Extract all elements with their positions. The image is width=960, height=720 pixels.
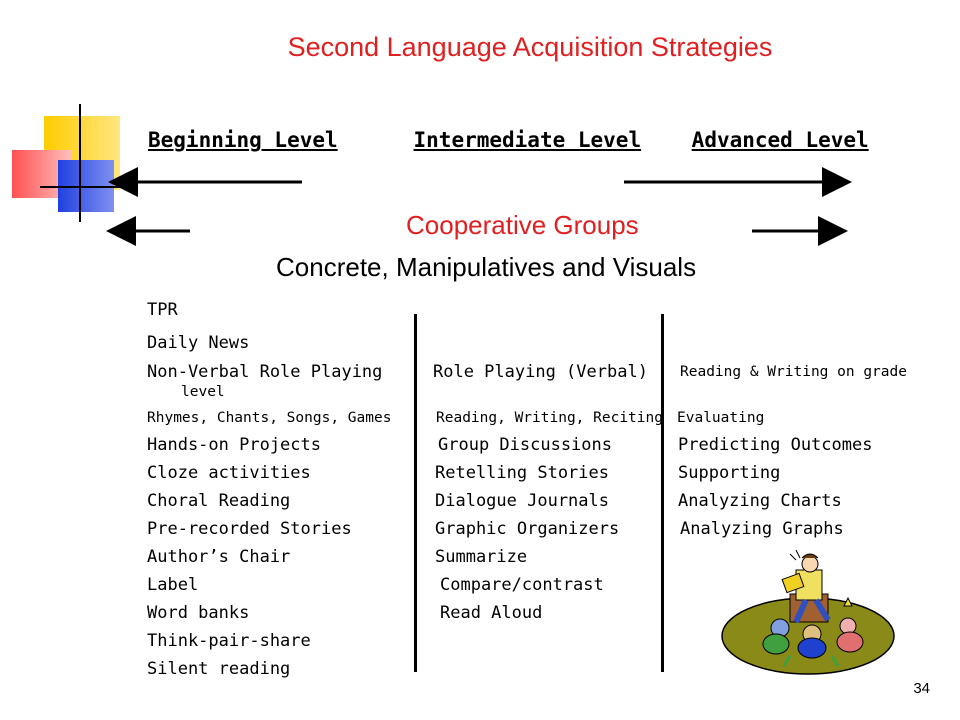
strategy-rhymes: Rhymes, Chants, Songs, Games: [147, 410, 392, 426]
strategy-reading-writing: Reading, Writing, Reciting: [436, 410, 663, 426]
strategy-daily-news: Daily News: [147, 333, 250, 353]
concrete-visuals: Concrete, Manipulatives and Visuals: [276, 252, 697, 282]
strategy-analyzing-charts: Analyzing Charts: [678, 491, 842, 511]
strategy-supporting: Supporting: [678, 463, 781, 483]
strategy-think-pair: Think-pair-share: [147, 631, 311, 651]
strategy-analyzing-graphs: Analyzing Graphs: [680, 519, 844, 539]
storytelling-clipart: [720, 548, 896, 676]
column-divider-1: [414, 314, 417, 672]
strategy-predicting: Predicting Outcomes: [678, 435, 873, 455]
cooperative-groups: Cooperative Groups: [406, 210, 639, 240]
strategy-compare: Compare/contrast: [440, 575, 604, 595]
strategy-tpr: TPR: [147, 300, 178, 320]
strategy-authors-chair: Author’s Chair: [147, 547, 291, 567]
strategy-silent-reading: Silent reading: [147, 659, 291, 679]
strategy-role-verbal: Role Playing (Verbal): [433, 362, 648, 382]
strategy-group-discussions: Group Discussions: [438, 435, 612, 455]
strategy-retelling: Retelling Stories: [435, 463, 609, 483]
strategy-graphic-organizers: Graphic Organizers: [435, 519, 620, 539]
strategy-nonverbal: Non-Verbal Role Playing: [147, 362, 383, 382]
strategy-read-aloud: Read Aloud: [440, 603, 543, 623]
strategy-hands-on: Hands-on Projects: [147, 435, 321, 455]
strategy-dialogue: Dialogue Journals: [435, 491, 609, 511]
strategy-evaluating: Evaluating: [677, 410, 765, 426]
slide-title: Second Language Acquisition Strategies: [287, 32, 773, 62]
strategy-word-banks: Word banks: [147, 603, 250, 623]
strategy-reading-grade: Reading & Writing on grade: [680, 364, 907, 380]
strategy-label: Label: [147, 575, 199, 595]
strategy-summarize: Summarize: [435, 547, 528, 567]
strategy-choral: Choral Reading: [147, 491, 291, 511]
slide-number: 34: [913, 680, 930, 697]
advanced-level-label: Advanced Level: [691, 128, 869, 152]
column-divider-2: [661, 314, 664, 672]
strategy-cloze: Cloze activities: [147, 463, 311, 483]
strategy-level-wrap: level: [181, 384, 225, 400]
strategy-prerecorded: Pre-recorded Stories: [147, 519, 352, 539]
intermediate-level-label: Intermediate Level: [413, 128, 642, 152]
beginning-level-label: Beginning Level: [148, 128, 338, 152]
